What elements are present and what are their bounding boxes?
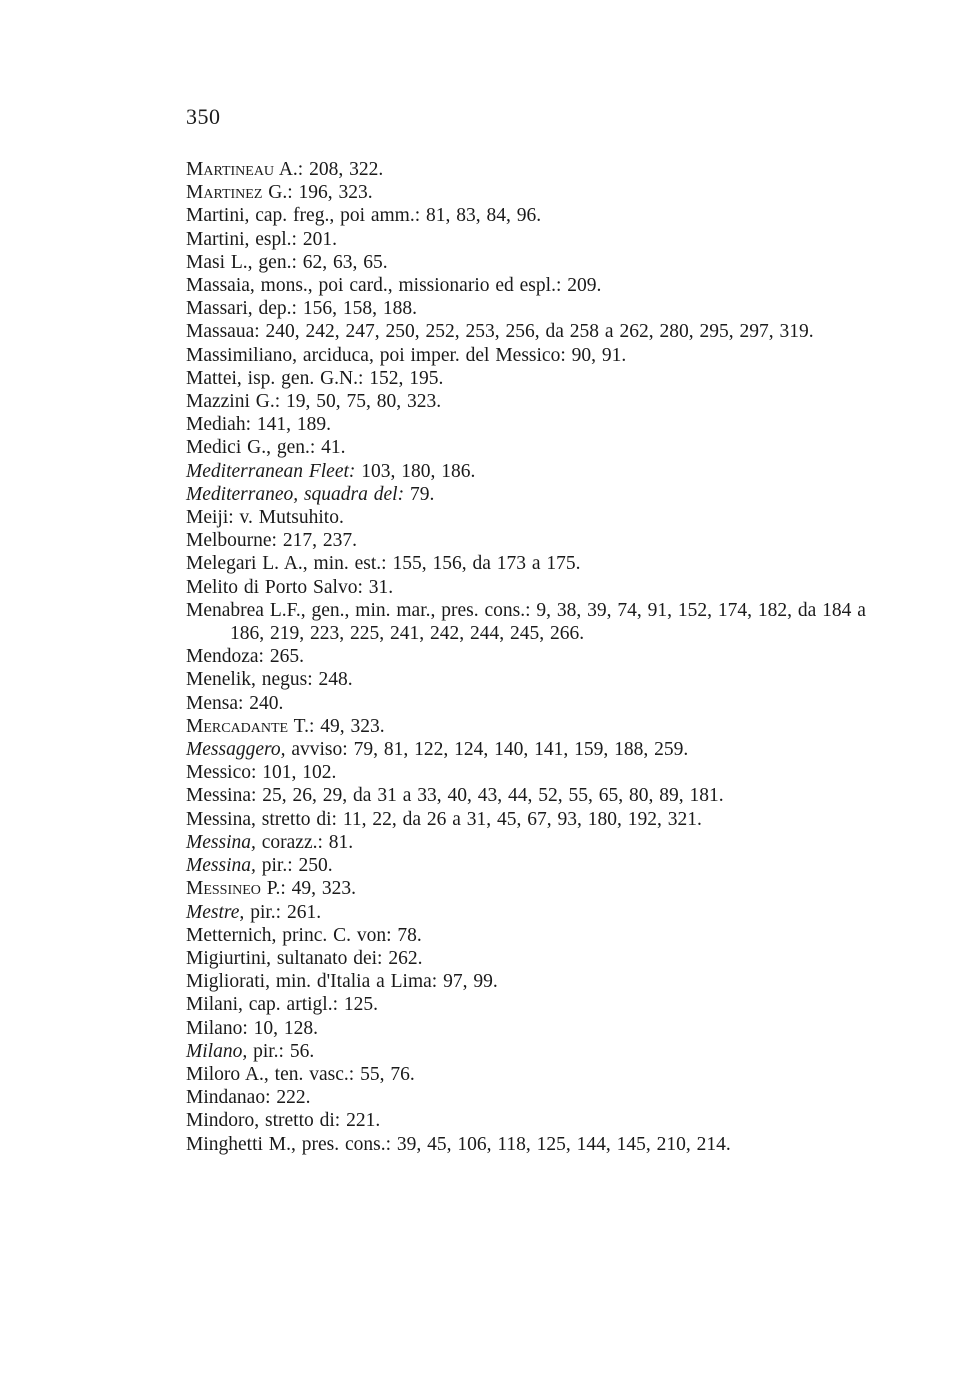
index-entry-heading: Mattei, isp. gen. G.N.:: [186, 367, 364, 389]
index-entry-heading: Mercadante: [186, 715, 289, 737]
index-entry-heading: Metternich, princ. C. von:: [186, 924, 392, 946]
index-entry: [186, 506, 886, 529]
index-entry-references: 201.: [296, 228, 337, 250]
index-entry: [186, 1133, 886, 1156]
index-entry-heading: Mediterranean Fleet:: [186, 460, 356, 482]
index-entry-references: 240, 242, 247, 250, 252, 253, 256, da 258 a 262, 280, 295, 297, 319.: [259, 321, 814, 343]
index-entry-references: 222.: [270, 1087, 311, 1109]
index-entry-heading: Milano,: [186, 1040, 248, 1062]
index-entry-heading: Messina:: [186, 785, 257, 807]
index-entry-references: A.: 208, 322.: [274, 159, 384, 180]
index-entry-references: 262.: [382, 947, 423, 969]
index-entry-references: 39, 45, 106, 118, 125, 144, 145, 210, 214.: [391, 1133, 731, 1155]
index-entry: [186, 877, 886, 900]
index-entry: [186, 367, 886, 390]
index-entry-references: 101, 102.: [256, 762, 337, 784]
index-entry-heading: Mindoro, stretto di:: [186, 1110, 341, 1132]
index-entry-heading: Messico:: [186, 762, 257, 784]
index-entry-references: P.: 49, 323.: [260, 878, 357, 900]
index-list: [186, 158, 886, 1156]
index-entry-references: T.: 49, 323.: [288, 715, 385, 737]
index-entry: [186, 274, 886, 297]
index-entry: [186, 158, 886, 181]
index-entry: [186, 552, 886, 575]
index-entry-heading: Milano:: [186, 1017, 248, 1039]
index-entry: [186, 947, 886, 970]
index-entry-references: 217, 237.: [276, 530, 357, 552]
index-entry: [186, 460, 886, 483]
index-entry: [186, 251, 886, 274]
index-entry: [186, 715, 886, 738]
index-entry-references: 19, 50, 75, 80, 323.: [280, 391, 442, 413]
index-entry-heading: Massari, dep.:: [186, 298, 297, 320]
index-entry-heading: Melegari L. A., min. est.:: [186, 553, 387, 575]
index-entry-heading: Messina,: [186, 855, 256, 877]
index-entry: [186, 529, 886, 552]
index-entry: [186, 692, 886, 715]
index-entry-heading: Masi L., gen.:: [186, 251, 297, 273]
index-entry-references: 81, 83, 84, 96.: [420, 205, 542, 227]
index-entry: [186, 483, 886, 506]
index-entry-heading: Menabrea L.F., gen., min. mar., pres. cons.:: [186, 599, 531, 621]
index-entry-heading: Martini, espl.:: [186, 228, 297, 250]
index-entry: [186, 831, 886, 854]
index-entry: [186, 738, 886, 761]
index-entry-references: 155, 156, da 173 a 175.: [386, 553, 581, 575]
index-entry-heading: Melito di Porto Salvo:: [186, 576, 363, 598]
index-entry-references: 97, 99.: [437, 971, 498, 993]
index-entry-heading: Mazzini G.:: [186, 391, 281, 413]
index-entry: [186, 413, 886, 436]
index-entry: [186, 808, 886, 831]
index-entry-heading: Miloro A., ten. vasc.:: [186, 1063, 355, 1085]
index-entry: [186, 1063, 886, 1086]
index-entry-references: 240.: [243, 692, 284, 714]
index-entry-heading: Messineo: [186, 878, 261, 900]
index-entry-references: 78.: [391, 924, 422, 946]
index-entry-heading: Menelik, negus:: [186, 669, 313, 691]
index-entry-heading: Messina, stretto di:: [186, 808, 337, 830]
index-entry-heading: Medici G., gen.:: [186, 437, 316, 459]
index-entry: [186, 204, 886, 227]
index-entry-references: 9, 38, 39, 74, 91, 152, 174, 182, da 184 a 186, 219, 223, 225, 241, 242, 244, 245, 266.: [230, 599, 866, 645]
index-entry: [186, 970, 886, 993]
index-entry-heading: Migiurtini, sultanato dei:: [186, 947, 383, 969]
index-entry: [186, 228, 886, 251]
index-entry-heading: Martini, cap. freg., poi amm.:: [186, 205, 421, 227]
index-entry-references: 265.: [263, 646, 304, 668]
index-entry-references: 156, 158, 188.: [296, 298, 417, 320]
index-entry-references: 41.: [315, 437, 346, 459]
index-entry-references: 141, 189.: [250, 414, 331, 436]
index-entry-heading: Mendoza:: [186, 646, 264, 668]
index-entry-heading: Mensa:: [186, 692, 244, 714]
index-entry: [186, 1086, 886, 1109]
index-entry: [186, 668, 886, 691]
index-entry-references: 152, 195.: [363, 367, 444, 389]
index-entry-references: pir.: 261.: [244, 901, 322, 923]
index-entry-heading: Massaua:: [186, 321, 260, 343]
index-entry: [186, 645, 886, 668]
index-entry-references: 221.: [340, 1110, 381, 1132]
index-entry-references: 248.: [312, 669, 353, 691]
index-entry: [186, 390, 886, 413]
index-entry: [186, 784, 886, 807]
index-entry-references: 62, 63, 65.: [296, 251, 388, 273]
index-entry-heading: Martinez: [186, 182, 263, 204]
index-entry: [186, 761, 886, 784]
index-entry-heading: Milani, cap. artigl.:: [186, 994, 339, 1016]
index-entry-references: 79.: [404, 483, 435, 505]
index-entry-heading: Martineau: [186, 159, 275, 180]
index-entry: [186, 436, 886, 459]
index-entry: [186, 1017, 886, 1040]
index-entry-heading: Messina,: [186, 831, 256, 853]
index-entry-heading: Mestre,: [186, 901, 245, 923]
index-entry-references: pir.: 56.: [247, 1040, 315, 1062]
index-entry: [186, 297, 886, 320]
index-entry: [186, 576, 886, 599]
index-entry-references: v. Mutsuhito.: [233, 507, 344, 529]
index-entry: [186, 599, 886, 645]
index-entry-references: corazz.: 81.: [255, 831, 354, 853]
index-entry: [186, 901, 886, 924]
index-entry-heading: Melbourne:: [186, 530, 277, 552]
index-entry-references: avviso: 79, 81, 122, 124, 140, 141, 159, 188, 259.: [285, 739, 689, 761]
index-entry: [186, 344, 886, 367]
index-entry-references: 11, 22, da 26 a 31, 45, 67, 93, 180, 192, 321.: [336, 808, 702, 830]
index-entry-references: 103, 180, 186.: [355, 460, 476, 482]
index-entry-references: 125.: [338, 994, 379, 1016]
index-entry-heading: Messaggero,: [186, 739, 286, 761]
index-entry-references: 55, 76.: [354, 1063, 415, 1085]
page-number: 350: [186, 104, 221, 129]
index-entry-heading: Migliorati, min. d'Italia a Lima:: [186, 971, 438, 993]
index-entry-references: 10, 128.: [247, 1017, 318, 1039]
index-entry: [186, 1040, 886, 1063]
index-entry: [186, 181, 886, 204]
index-entry-heading: Mindanao:: [186, 1087, 271, 1109]
index-entry-references: 209.: [561, 275, 602, 297]
index-entry: [186, 1109, 886, 1132]
index-entry-heading: Massaia, mons., poi card., missionario ed espl.:: [186, 275, 562, 297]
index-entry-references: 31.: [362, 576, 394, 598]
index-entry-heading: Massimiliano, arciduca, poi imper. del Messico:: [186, 344, 566, 366]
index-entry-heading: Minghetti M., pres. cons.:: [186, 1133, 392, 1155]
index-entry-heading: Mediterraneo, squadra del:: [186, 483, 405, 505]
index-entry: [186, 320, 886, 343]
index-entry-references: pir.: 250.: [255, 855, 333, 877]
index-entry: [186, 854, 886, 877]
index-entry-references: G.: 196, 323.: [262, 182, 373, 204]
index-entry: [186, 993, 886, 1016]
index-entry: [186, 924, 886, 947]
index-entry-heading: Meiji:: [186, 507, 234, 529]
index-entry-heading: Mediah:: [186, 414, 251, 436]
index-entry-references: 25, 26, 29, da 31 a 33, 40, 43, 44, 52, 55, 65, 80, 89, 181.: [256, 785, 724, 807]
index-entry-references: 90, 91.: [565, 344, 627, 366]
